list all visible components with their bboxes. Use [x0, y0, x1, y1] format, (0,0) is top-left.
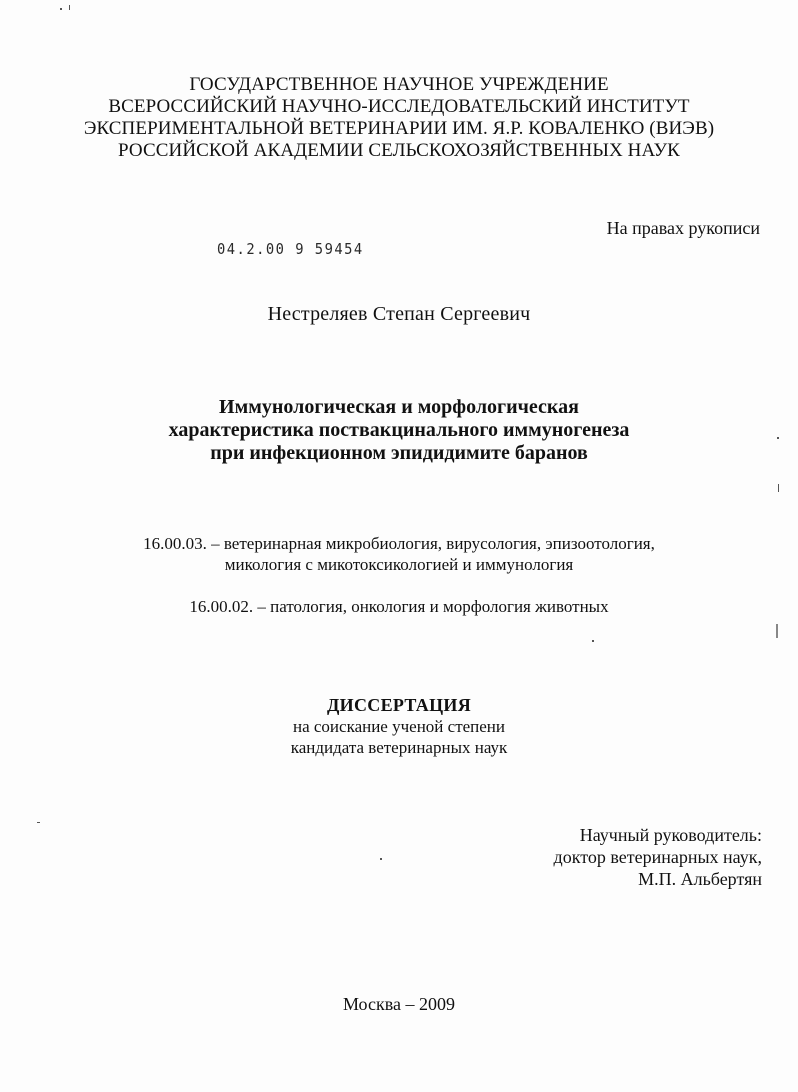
institution-line: РОССИЙСКОЙ АКАДЕМИИ СЕЛЬСКОХОЗЯЙСТВЕННЫХ НАУК	[118, 140, 680, 161]
rights-note: На правах рукописи	[606, 218, 760, 238]
degree-line: на соискание ученой степени	[292, 717, 506, 736]
specialty-primary	[0, 533, 798, 575]
city-year: Москва – 2009	[343, 994, 455, 1014]
title-line: характеристика поствакцинального иммуногенеза	[168, 419, 630, 441]
dissertation-title	[0, 396, 798, 465]
scan-speck	[380, 858, 382, 860]
scan-speck	[69, 5, 70, 10]
scan-speck	[776, 624, 778, 638]
specialty-line: 16.00.03. – ветеринарная микробиология, вирусология, эпизоотология,	[143, 534, 655, 553]
specialty-line: микология с микотоксикологией и иммунология	[224, 555, 574, 574]
scan-speck	[60, 8, 62, 10]
scan-speck	[592, 640, 594, 642]
supervisor-degree: доктор ветеринарных наук,	[553, 847, 762, 867]
supervisor-block	[554, 824, 762, 890]
title-line: Иммунологическая и морфологическая	[219, 396, 579, 418]
specialty-secondary: 16.00.02. – патология, онкология и морфология животных	[189, 597, 609, 616]
author-name: Нестреляев Степан Сергеевич	[267, 303, 531, 325]
title-line: при инфекционном эпидидимите баранов	[210, 442, 588, 464]
dissertation-heading: ДИССЕРТАЦИЯ	[326, 695, 471, 715]
scan-speck	[778, 484, 779, 492]
scan-speck	[777, 437, 779, 439]
institution-line: ГОСУДАРСТВЕННОЕ НАУЧНОЕ УЧРЕЖДЕНИЕ	[189, 74, 609, 95]
scan-speck	[37, 822, 40, 823]
supervisor-label: Научный руководитель:	[579, 825, 762, 845]
institution-line: ЭКСПЕРИМЕНТАЛЬНОЙ ВЕТЕРИНАРИИ ИМ. Я.Р. КОВАЛЕНКО (ВИЭВ)	[83, 118, 715, 139]
supervisor-name: М.П. Альбертян	[638, 869, 762, 889]
degree-block	[0, 695, 798, 758]
degree-line: кандидата ветеринарных наук	[290, 738, 508, 757]
institution-line: ВСЕРОССИЙСКИЙ НАУЧНО-ИССЛЕДОВАТЕЛЬСКИЙ ИНСТИТУТ	[108, 96, 690, 117]
catalog-stamp: 04.2.00 9 59454	[217, 240, 364, 258]
institution-header	[0, 74, 798, 162]
